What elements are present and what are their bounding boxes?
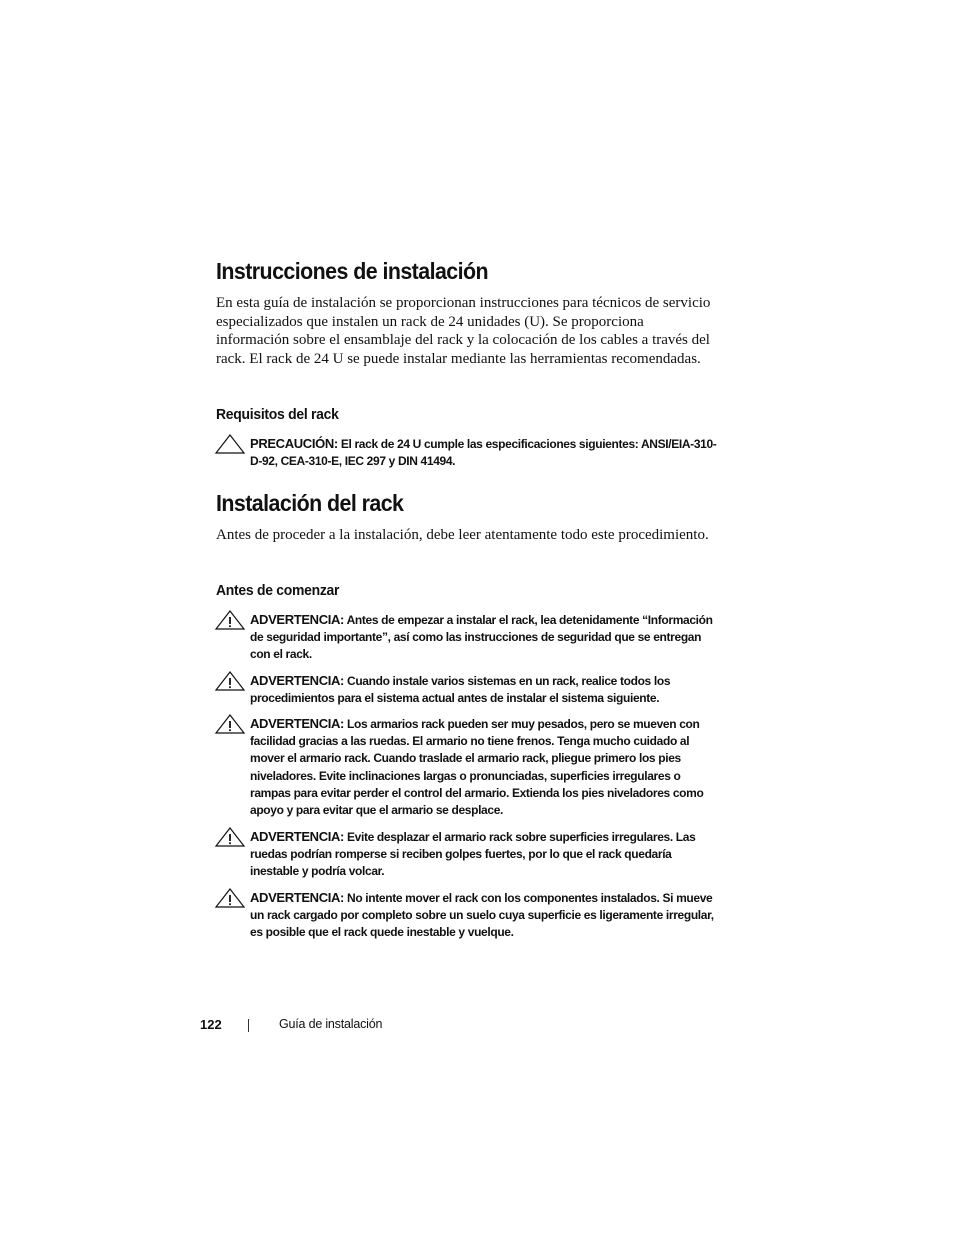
warning-text: Evite desplazar el armario rack sobre superficies irregulares. Las ruedas podrían romperse si reciben golpes fuertes, por lo que el rack quedaría inestable y podría volcar. [250, 830, 696, 879]
subheading-before-you-begin: Antes de comenzar [216, 582, 340, 599]
page-number: 122 [200, 1017, 222, 1032]
warning-notice [214, 672, 714, 707]
caution-triangle-icon [214, 433, 246, 455]
intro-paragraph: En esta guía de instalación se proporcionan instrucciones para técnicos de servicio especializados que instalen un rack de 24 unidades (U). Se proporciona información sobre el ensamblaje del rack y la colocación de los cables a través del rack. El rack de 24 U se puede instalar mediante las herramientas recomendadas. [216, 295, 711, 367]
caution-notice [214, 435, 717, 470]
warning-label: ADVERTENCIA: [250, 716, 345, 731]
section-title-installation-instructions: Instrucciones de instalación [216, 258, 489, 284]
warning-label: ADVERTENCIA: [250, 829, 345, 844]
caution-text: El rack de 24 U cumple las especificaciones siguientes: ANSI/EIA-310-D-92, CEA-310-E, IEC 297 y DIN 41494. [250, 437, 717, 469]
warning-triangle-icon [214, 887, 246, 909]
warning-triangle-icon [214, 609, 246, 631]
section-title-rack-installation: Instalación del rack [216, 490, 404, 516]
warning-text: Los armarios rack pueden ser muy pesados, pero se mueven con facilidad gracias a las ruedas. El armario no tiene frenos. Tenga mucho cuidado al mover el armario rack. Cuando traslade el armario rack, pliegue primero los pies niveladores. Evite inclinaciones largas o pronunciadas, superficies irregulares o rampas para evitar perder el control del armario. Extienda los pies niveladores como apoyo y para evitar que el armario se desplace. [250, 717, 704, 818]
caution-label: PRECAUCIÓN: [250, 436, 338, 451]
warning-label: ADVERTENCIA: [250, 890, 345, 905]
warning-triangle-icon [214, 713, 246, 735]
warning-notice [214, 611, 714, 664]
warning-text: Cuando instale varios sistemas en un rack, realice todos los procedimientos para el sistema actual antes de instalar el sistema siguiente. [250, 674, 671, 706]
warning-notice [214, 715, 714, 819]
warning-label: ADVERTENCIA: [250, 673, 345, 688]
subheading-rack-requirements: Requisitos del rack [216, 406, 339, 423]
warning-notice [214, 828, 714, 881]
warning-triangle-icon [214, 670, 246, 692]
warning-label: ADVERTENCIA: [250, 612, 345, 627]
warning-text: Antes de empezar a instalar el rack, lea detenidamente “Información de seguridad importante”, así como las instrucciones de seguridad que se entregan con el rack. [250, 613, 713, 662]
warning-notice [214, 889, 714, 942]
warning-triangle-icon [214, 826, 246, 848]
rack-installation-intro: Antes de proceder a la instalación, debe leer atentamente todo este procedimiento. [216, 527, 709, 543]
footer-divider [248, 1019, 249, 1032]
warning-text: No intente mover el rack con los componentes instalados. Si mueve un rack cargado por completo sobre un suelo cuya superficie es ligeramente irregular, es posible que el rack quede inestable y vuelque. [250, 891, 714, 940]
footer-doc-title: Guía de instalación [279, 1017, 383, 1031]
